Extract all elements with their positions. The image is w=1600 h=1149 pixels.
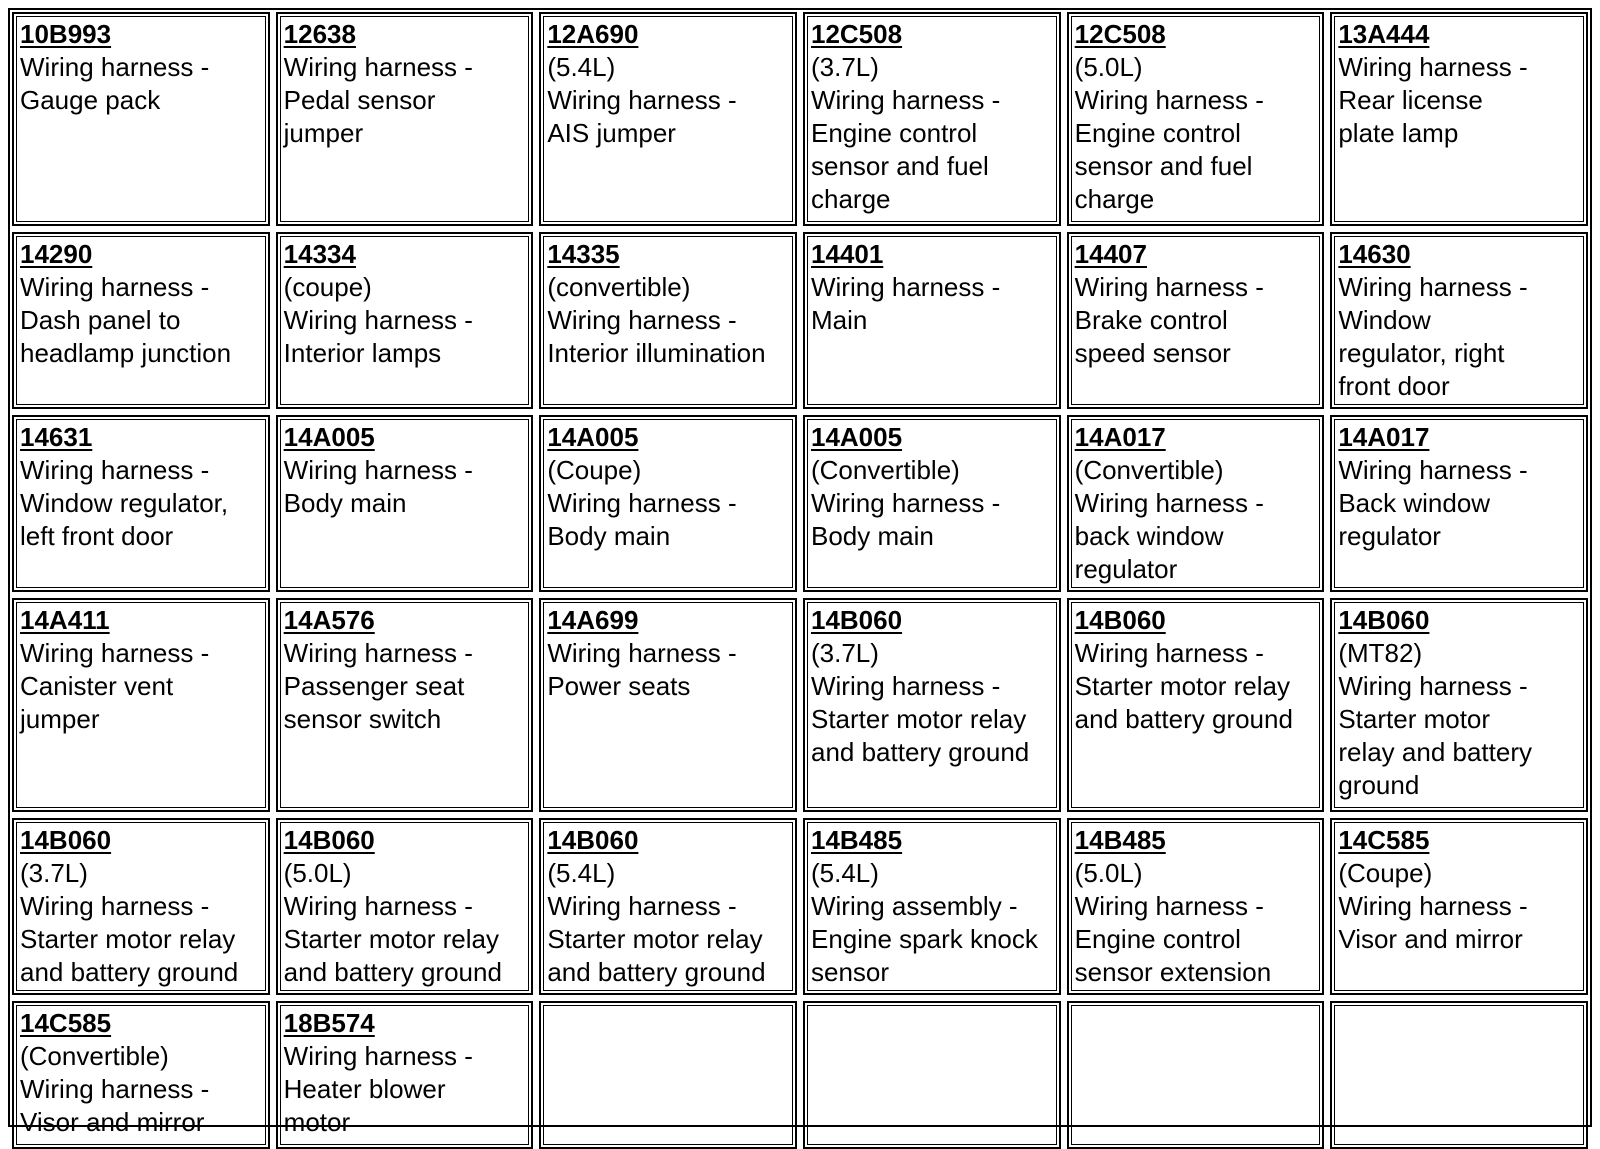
part-number: 14B485 xyxy=(810,825,903,855)
part-number: 12C508 xyxy=(810,19,903,49)
part-description-line: Wiring harness - xyxy=(283,52,473,82)
part-description-line: (5.0L) xyxy=(1074,52,1143,82)
part-number: 14B060 xyxy=(810,605,903,635)
table-cell xyxy=(12,818,270,995)
table-cell xyxy=(276,12,534,226)
part-description-line: Gauge pack xyxy=(20,85,161,115)
part-number: 14B485 xyxy=(1074,825,1166,855)
part-description-line: (Convertible) xyxy=(810,455,960,485)
table-cell xyxy=(276,818,534,995)
table-cell xyxy=(539,232,797,409)
part-description-line: Main xyxy=(810,305,868,335)
table-cell xyxy=(276,598,534,812)
part-description-line: Wiring harness - xyxy=(20,52,210,82)
table-cell xyxy=(276,415,534,592)
part-description-line: Heater blower xyxy=(283,1074,446,1104)
part-description-line: Wiring assembly - xyxy=(810,891,1018,921)
part-description-line: Wiring harness - xyxy=(20,891,210,921)
part-description-line: Starter motor relay xyxy=(283,924,499,954)
part-description-line: Rear license xyxy=(1338,85,1483,115)
part-description-line: Wiring harness - xyxy=(1074,891,1264,921)
part-description-line: Passenger seat xyxy=(283,671,465,701)
part-description-line: Engine control xyxy=(810,118,978,148)
part-description-line: Wiring harness - xyxy=(1338,891,1528,921)
part-description-line: front door xyxy=(1338,371,1450,401)
part-description-line: Wiring harness - xyxy=(1074,85,1264,115)
part-description-line: sensor and fuel xyxy=(810,151,989,181)
part-number: 13A444 xyxy=(1338,19,1430,49)
table-cell xyxy=(12,232,270,409)
part-description-line: charge xyxy=(810,184,891,214)
part-number: 18B574 xyxy=(283,1008,375,1038)
part-description-line: Engine spark knock xyxy=(810,924,1038,954)
part-description-line: (5.4L) xyxy=(547,52,616,82)
part-description-line: Wiring harness - xyxy=(283,305,473,335)
part-description-line: Wiring harness - xyxy=(547,305,737,335)
table-cell xyxy=(1067,12,1325,226)
part-description-line: regulator xyxy=(1074,554,1178,584)
part-description-line: Wiring harness - xyxy=(283,455,473,485)
part-description-line: AIS jumper xyxy=(547,118,676,148)
part-description-line: Starter motor relay xyxy=(20,924,236,954)
parts-table xyxy=(8,8,1592,1137)
part-description-line: Window regulator, xyxy=(20,488,229,518)
part-description-line: Starter motor relay xyxy=(810,704,1027,734)
part-description-line: Canister vent xyxy=(20,671,174,701)
part-number: 14631 xyxy=(20,422,93,452)
table-cell xyxy=(539,12,797,226)
part-description-line: charge xyxy=(1074,184,1155,214)
part-number: 14A017 xyxy=(1074,422,1166,452)
part-number: 14A005 xyxy=(283,422,375,452)
part-description-line: Window xyxy=(1338,305,1431,335)
part-description-line: regulator xyxy=(1338,521,1441,551)
part-description-line: Wiring harness - xyxy=(283,638,473,668)
table-cell xyxy=(1330,12,1588,226)
part-description-line: sensor switch xyxy=(283,704,442,734)
part-description-line: (MT82) xyxy=(1338,638,1423,668)
part-description-line: (Coupe) xyxy=(547,455,642,485)
part-description-line: Brake control xyxy=(1074,305,1228,335)
part-description-line: (Convertible) xyxy=(20,1041,169,1071)
part-description-line: Wiring harness - xyxy=(1338,52,1528,82)
part-number: 14630 xyxy=(1338,239,1411,269)
part-number: 14B060 xyxy=(1338,605,1430,635)
part-description-line: Body main xyxy=(810,521,934,551)
part-description-line: speed sensor xyxy=(1074,338,1231,368)
part-description-line: Wiring harness - xyxy=(810,488,1001,518)
part-description-line: Wiring harness - xyxy=(1338,455,1528,485)
table-cell xyxy=(276,232,534,409)
part-number: 14A005 xyxy=(547,422,639,452)
part-description-line: sensor extension xyxy=(1074,957,1272,987)
part-description-line: (Convertible) xyxy=(1074,455,1224,485)
part-description-line: Starter motor relay xyxy=(547,924,763,954)
table-cell xyxy=(803,818,1061,995)
part-description-line: Wiring harness - xyxy=(1074,488,1264,518)
part-description-line: Wiring harness - xyxy=(283,891,473,921)
part-number: 14B060 xyxy=(1074,605,1166,635)
part-number: 10B993 xyxy=(20,19,112,49)
part-description-line: Wiring harness - xyxy=(547,891,737,921)
part-description-line: Engine control xyxy=(1074,924,1241,954)
part-description-line: Power seats xyxy=(547,671,691,701)
empty-cell xyxy=(1330,1001,1588,1149)
part-description-line: Wiring harness - xyxy=(547,488,737,518)
part-number: 14C585 xyxy=(1338,825,1430,855)
part-description-line: ground xyxy=(1338,770,1420,800)
table-cell xyxy=(1067,415,1325,592)
part-number: 14334 xyxy=(283,239,356,269)
part-number: 14B060 xyxy=(283,825,375,855)
part-description-line: (5.0L) xyxy=(1074,858,1143,888)
part-number: 14A005 xyxy=(810,422,903,452)
table-cell xyxy=(12,415,270,592)
part-description-line: Wiring harness - xyxy=(1338,272,1528,302)
table-cell xyxy=(803,12,1061,226)
part-description-line: (5.0L) xyxy=(283,858,352,888)
part-description-line: relay and battery xyxy=(1338,737,1532,767)
table-cell xyxy=(803,598,1061,812)
part-description-line: Interior illumination xyxy=(547,338,766,368)
part-description-line: Wiring harness - xyxy=(810,671,1001,701)
part-number: 14C585 xyxy=(20,1008,112,1038)
table-cell xyxy=(1067,598,1325,812)
part-description-line: Wiring harness - xyxy=(1074,638,1264,668)
table-cell xyxy=(276,1001,534,1149)
part-description-line: jumper xyxy=(20,704,100,734)
part-description-line: Wiring harness - xyxy=(810,85,1001,115)
part-description-line: jumper xyxy=(283,118,364,148)
part-number: 12C508 xyxy=(1074,19,1166,49)
part-description-line: and battery ground xyxy=(283,957,502,987)
table-cell xyxy=(539,818,797,995)
part-description-line: (3.7L) xyxy=(20,858,88,888)
part-description-line: Body main xyxy=(547,521,671,551)
part-description-line: Wiring harness - xyxy=(547,638,737,668)
part-number: 14A017 xyxy=(1338,422,1430,452)
part-number: 14407 xyxy=(1074,239,1147,269)
empty-cell xyxy=(539,1001,797,1149)
part-description-line: regulator, right xyxy=(1338,338,1505,368)
part-description-line: Wiring harness - xyxy=(20,455,210,485)
part-description-line: and battery ground xyxy=(547,957,766,987)
part-number: 14B060 xyxy=(547,825,639,855)
part-description-line: (coupe) xyxy=(283,272,372,302)
table-cell xyxy=(1067,232,1325,409)
part-description-line: Wiring harness - xyxy=(20,1074,210,1104)
part-description-line: Engine control xyxy=(1074,118,1241,148)
part-description-line: plate lamp xyxy=(1338,118,1459,148)
empty-cell xyxy=(803,1001,1061,1149)
part-description-line: Wiring harness - xyxy=(547,85,737,115)
table-cell xyxy=(1067,818,1325,995)
part-description-line: (5.4L) xyxy=(547,858,616,888)
part-number: 12A690 xyxy=(547,19,639,49)
part-number: 14B060 xyxy=(20,825,112,855)
part-description-line: Pedal sensor xyxy=(283,85,436,115)
empty-cell xyxy=(1067,1001,1325,1149)
part-description-line: (5.4L) xyxy=(810,858,879,888)
part-description-line: left front door xyxy=(20,521,174,551)
part-description-line: Starter motor relay xyxy=(1074,671,1290,701)
part-number: 14401 xyxy=(810,239,884,269)
part-description-line: Wiring harness - xyxy=(20,272,210,302)
table-cell xyxy=(539,598,797,812)
part-description-line: headlamp junction xyxy=(20,338,232,368)
part-description-line: Interior lamps xyxy=(283,338,442,368)
table-cell xyxy=(1330,415,1588,592)
part-description-line: Visor and mirror xyxy=(1338,924,1523,954)
part-number: 12638 xyxy=(283,19,356,49)
part-description-line: back window xyxy=(1074,521,1224,551)
part-description-line: Back window xyxy=(1338,488,1491,518)
table-cell xyxy=(539,415,797,592)
part-description-line: and battery ground xyxy=(810,737,1030,767)
part-description-line: Wiring harness - xyxy=(283,1041,473,1071)
part-description-line: Dash panel to xyxy=(20,305,181,335)
part-number: 14335 xyxy=(547,239,620,269)
part-description-line: Body main xyxy=(283,488,407,518)
part-description-line: (3.7L) xyxy=(810,638,879,668)
part-description-line: Visor and mirror xyxy=(20,1107,205,1137)
part-description-line: (convertible) xyxy=(547,272,691,302)
table-cell xyxy=(12,598,270,812)
table-cell xyxy=(12,12,270,226)
part-description-line: Starter motor xyxy=(1338,704,1491,734)
part-description-line: (Coupe) xyxy=(1338,858,1433,888)
part-description-line: (3.7L) xyxy=(810,52,879,82)
part-number: 14A576 xyxy=(283,605,375,635)
table-cell xyxy=(1330,598,1588,812)
part-number: 14A411 xyxy=(20,605,110,635)
part-number: 14290 xyxy=(20,239,93,269)
part-number: 14A699 xyxy=(547,605,639,635)
part-description-line: sensor and fuel xyxy=(1074,151,1253,181)
table-cell xyxy=(803,232,1061,409)
table-cell xyxy=(803,415,1061,592)
part-description-line: motor xyxy=(283,1107,351,1137)
part-description-line: and battery ground xyxy=(1074,704,1293,734)
part-description-line: sensor xyxy=(810,957,890,987)
part-description-line: Wiring harness - xyxy=(1074,272,1264,302)
part-description-line: and battery ground xyxy=(20,957,239,987)
part-description-line: Wiring harness - xyxy=(810,272,1001,302)
part-description-line: Wiring harness - xyxy=(20,638,210,668)
table-cell xyxy=(1330,818,1588,995)
part-description-line: Wiring harness - xyxy=(1338,671,1528,701)
table-cell xyxy=(12,1001,270,1149)
table-cell xyxy=(1330,232,1588,409)
